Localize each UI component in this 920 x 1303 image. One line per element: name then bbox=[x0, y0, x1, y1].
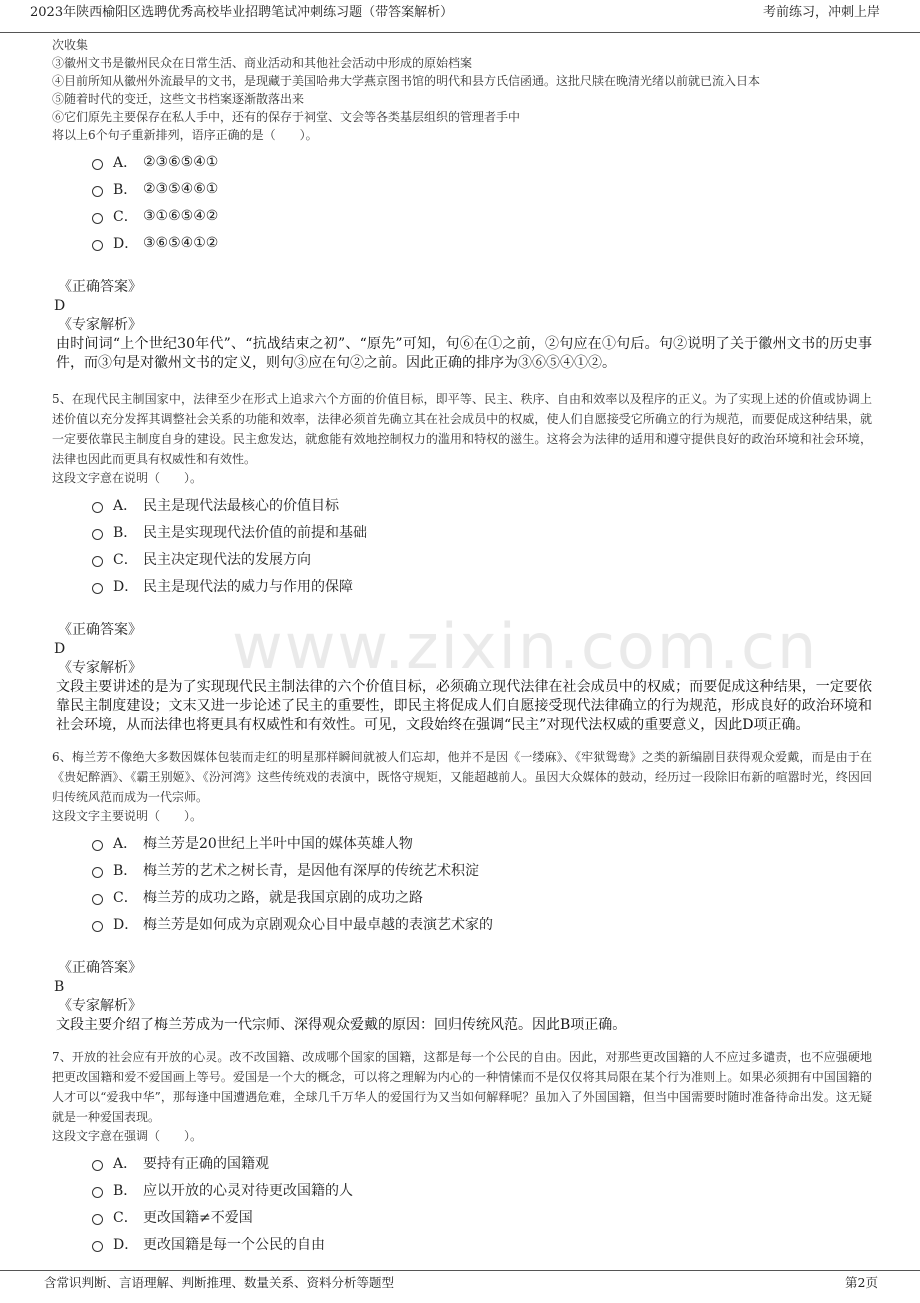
q6-option-a[interactable]: A． 梅兰芳是20世纪上半叶中国的媒体英雄人物 bbox=[92, 829, 872, 856]
analysis-text: 文段主要介绍了梅兰芳成为一代宗师、深得观众爱戴的原因：回归传统风范。因此B项正确。 bbox=[56, 1017, 627, 1033]
analysis-label: 《专家解析》 bbox=[58, 660, 142, 676]
question-7 bbox=[52, 1047, 872, 1257]
header-slogan: 考前练习，冲刺上岸 bbox=[762, 5, 880, 20]
q7-option-d[interactable]: D． 更改国籍是每一个公民的自由 bbox=[92, 1230, 872, 1257]
q6-answer-block bbox=[52, 959, 872, 1035]
q6-option-d[interactable]: D． 梅兰芳是如何成为京剧观众心目中最卓越的表演艺术家的 bbox=[92, 910, 872, 937]
page-content bbox=[52, 36, 872, 1257]
radio-icon[interactable] bbox=[92, 840, 103, 851]
q5-answer-block bbox=[52, 621, 872, 735]
answer-label: 《正确答案》 bbox=[58, 960, 142, 976]
q4-answer-block bbox=[52, 278, 872, 373]
question-prompt: 这段文字意在强调（ ）。 bbox=[52, 1129, 203, 1143]
q4-prompt: 将以上6个句子重新排列，语序正确的是（ ）。 bbox=[52, 128, 318, 142]
radio-icon[interactable] bbox=[92, 159, 103, 170]
watermark: www.zixin.com.cn bbox=[232, 610, 819, 683]
radio-icon[interactable] bbox=[92, 583, 103, 594]
answer-label: 《正确答案》 bbox=[58, 279, 142, 295]
question-6 bbox=[52, 747, 872, 1035]
q4-option-a[interactable]: A． ②③⑥⑤④① bbox=[92, 148, 872, 175]
q4-line: ⑥它们原先主要保存在私人手中，还有的保存于祠堂、文会等各类基层组织的管理者手中 bbox=[52, 110, 521, 124]
answer-value: D bbox=[54, 298, 66, 314]
radio-icon[interactable] bbox=[92, 1160, 103, 1171]
radio-icon[interactable] bbox=[92, 502, 103, 513]
q5-option-c[interactable]: C． 民主决定现代法的发展方向 bbox=[92, 545, 872, 572]
question-text: 7、开放的社会应有开放的心灵。改不改国籍、改成哪个国家的国籍，这都是每一个公民的自由。因此，对那些更改国籍的人不应过多谴责，也不应强硬地把更改国籍和爱不爱国画上等号。爱国是一个大的概念，可以将之理解为内心的一种情愫而不是仅仅将其局限在某个行为准则上。如果必须拥有中国国籍的人才可以“爱我中华”，那每逢中国遭遇危难，全球几千万华人的爱国行为又当如何解释呢？虽加入了外国国籍，但当中国需要时随时准备待命出发。这无疑就是一种爱国表现。 bbox=[52, 1050, 872, 1124]
q4-line: 次收集 bbox=[52, 38, 89, 52]
q7-option-b[interactable]: B． 应以开放的心灵对待更改国籍的人 bbox=[92, 1176, 872, 1203]
q5-option-d[interactable]: D． 民主是现代法的威力与作用的保障 bbox=[92, 572, 872, 599]
q5-options bbox=[92, 491, 872, 599]
radio-icon[interactable] bbox=[92, 556, 103, 567]
answer-value: B bbox=[54, 979, 65, 995]
q4-line: ④目前所知从徽州外流最早的文书，是现藏于美国哈弗大学燕京图书馆的明代和县方氏信函通。这批尺牍在晚清光绪以前就已流入日本 bbox=[52, 74, 761, 88]
q7-option-a[interactable]: A． 要持有正确的国籍观 bbox=[92, 1149, 872, 1176]
q4-option-c[interactable]: C． ③①⑥⑤④② bbox=[92, 202, 872, 229]
document-title: 2023年陕西榆阳区选聘优秀高校毕业招聘笔试冲刺练习题（带答案解析） bbox=[30, 5, 454, 20]
q6-option-b[interactable]: B． 梅兰芳的艺术之树长青，是因他有深厚的传统艺术积淀 bbox=[92, 856, 872, 883]
question-prompt: 这段文字主要说明（ ）。 bbox=[52, 809, 203, 823]
q6-options bbox=[92, 829, 872, 937]
q6-option-c[interactable]: C． 梅兰芳的成功之路，就是我国京剧的成功之路 bbox=[92, 883, 872, 910]
question-5 bbox=[52, 389, 872, 735]
radio-icon[interactable] bbox=[92, 894, 103, 905]
answer-value: D bbox=[54, 641, 66, 657]
q4-line: ⑤随着时代的变迁，这些文书档案逐渐散落出来 bbox=[52, 92, 305, 106]
radio-icon[interactable] bbox=[92, 1214, 103, 1225]
q5-option-b[interactable]: B． 民主是实现现代法价值的前提和基础 bbox=[92, 518, 872, 545]
question-prompt: 这段文字意在说明（ ）。 bbox=[52, 471, 203, 485]
answer-label: 《正确答案》 bbox=[58, 622, 142, 638]
q4-option-b[interactable]: B． ②③⑤④⑥① bbox=[92, 175, 872, 202]
radio-icon[interactable] bbox=[92, 186, 103, 197]
page-number: 第2页 bbox=[845, 1275, 878, 1290]
radio-icon[interactable] bbox=[92, 240, 103, 251]
radio-icon[interactable] bbox=[92, 529, 103, 540]
radio-icon[interactable] bbox=[92, 1187, 103, 1198]
page-header bbox=[0, 0, 920, 33]
q4-option-d[interactable]: D． ③⑥⑤④①② bbox=[92, 229, 872, 256]
q7-option-c[interactable]: C． 更改国籍≠不爱国 bbox=[92, 1203, 872, 1230]
radio-icon[interactable] bbox=[92, 1241, 103, 1252]
analysis-text: 由时间词“上个世纪30年代”、“抗战结束之初”、“原先”可知，句⑥在①之前，②句应在①句后。句②说明了关于徽州文书的历史事件，而③句是对徽州文书的定义，则句③应在句②之前。因此正确的排序为③⑥⑤④①②。 bbox=[56, 336, 872, 371]
footer-categories: 含常识判断、言语理解、判断推理、数量关系、资料分析等题型 bbox=[44, 1275, 395, 1290]
analysis-label: 《专家解析》 bbox=[58, 317, 142, 333]
radio-icon[interactable] bbox=[92, 213, 103, 224]
radio-icon[interactable] bbox=[92, 867, 103, 878]
question-text: 5、在现代民主制国家中，法律至少在形式上追求六个方面的价值目标，即平等、民主、秩序、自由和效率以及程序的正义。为了实现上述的价值或协调上述价值以充分发挥其调整社会关系的功能和效率，法律必须首先确立其在社会成员中的权威，使人们自愿接受它所确立的行为规范，而要促成这种结果，就一定要依靠民主制度自身的建设。民主愈发达，就愈能有效地控制权力的滥用和特权的滋生。这将会为法律的适用和遵守提供良好的政治环境和社会环境，法律也因此而更具有权威性和有效性。 bbox=[52, 392, 872, 466]
q4-line: ③徽州文书是徽州民众在日常生活、商业活动和其他社会活动中形成的原始档案 bbox=[52, 56, 473, 70]
analysis-text: 文段主要讲述的是为了实现现代民主制法律的六个价值目标，必须确立现代法律在社会成员中的权威；而要促成这种结果，一定要依靠民主制度建设；文末又进一步论述了民主的重要性，即民主将促成人们自愿接受现代法律确立的行为规范，形成良好的政治环境和社会环境，从而法律也将更具有权威性和有效性。可见，文段始终在强调“民主”对现代法权威的重要意义，因此D项正确。 bbox=[56, 679, 872, 733]
q4-options bbox=[92, 148, 872, 256]
question-4-tail bbox=[52, 36, 872, 373]
q7-options bbox=[92, 1149, 872, 1257]
q5-option-a[interactable]: A． 民主是现代法最核心的价值目标 bbox=[92, 491, 872, 518]
page-footer bbox=[0, 1270, 920, 1303]
question-text: 6、梅兰芳不像绝大多数因媒体包装而走红的明星那样瞬间就被人们忘却，他并不是因《一缕麻》、《牢狱鸳鸯》之类的新编剧目获得观众爱戴，而是由于在《贵妃醉酒》、《霸王别姬》、《汾河湾》这些传统戏的表演中，既恪守规矩，又能超越前人。虽因大众媒体的鼓动，经历过一段除旧布新的喧嚣时光，终因回归传统风范而成为一代宗师。 bbox=[52, 750, 872, 804]
analysis-label: 《专家解析》 bbox=[58, 998, 142, 1014]
radio-icon[interactable] bbox=[92, 921, 103, 932]
